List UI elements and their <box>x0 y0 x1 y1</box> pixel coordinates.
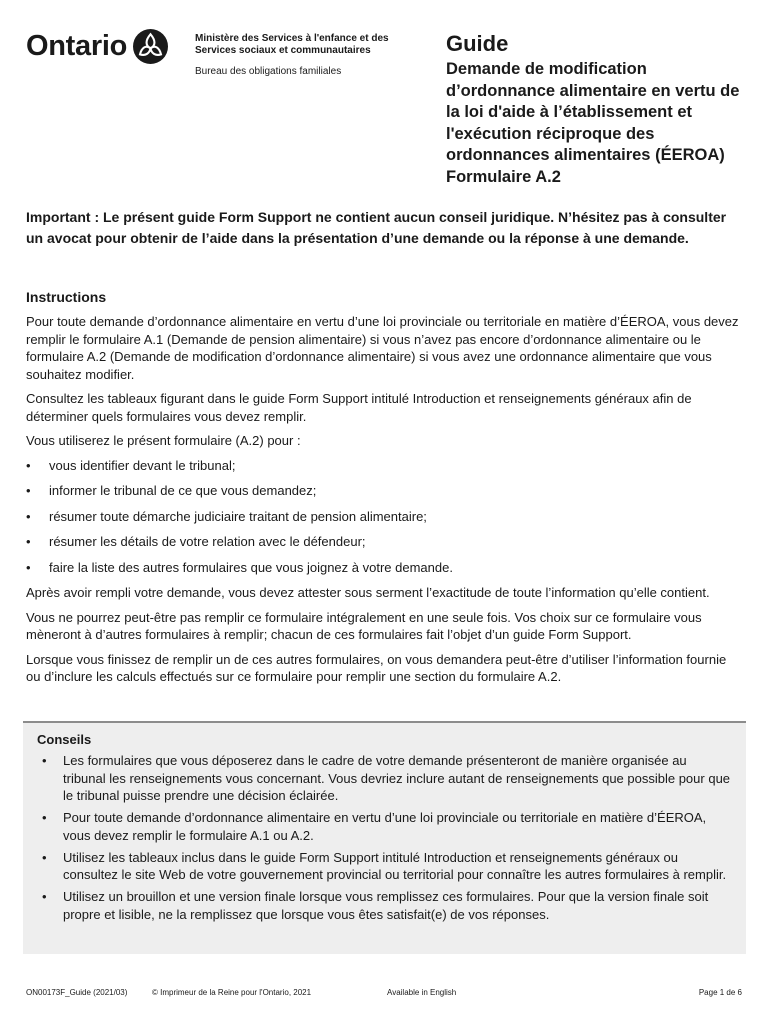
important-notice: Important : Le présent guide Form Support ne contient aucun conseil juridique. N’hésitez pas à consulter un avocat pour obtenir de l’aide dans la présentation d’une demande ou la réponse à une demande. <box>26 209 727 246</box>
instructions-paragraph: Vous utiliserez le présent formulaire (A.2) pour : <box>26 433 301 448</box>
ministry-block <box>195 33 425 78</box>
ministry-name: Ministère des Services à l'enfance et des Services sociaux et communautaires <box>195 33 389 56</box>
instructions-paragraph: Lorsque vous finissez de remplir un de ces autres formulaires, on vous demandera peut-être d’utiliser l’information fournie ou d’inclure les calculs effectués sur ce formulaire pour remplir une section du formulaire A.2. <box>26 651 727 684</box>
list-item: • résumer toute démarche judiciaire traitant de pension alimentaire; <box>26 508 744 526</box>
list-item: • faire la liste des autres formulaires que vous joignez à votre demande. <box>26 559 744 577</box>
document-title: Demande de modification d’ordonnance alimentaire en vertu de la loi d'aide à l’établissement et l'exécution réciproque des ordonnances alimentaires (ÉEROA) Formulaire A.2 <box>446 60 740 186</box>
tip-item: • Utilisez un brouillon et une version finale lorsque vous remplissez ces formulaires. Pour que la version finale soit propre et lisible, ne la remplissez que lorsque vous êtes satisfait(e) de vos réponses. <box>37 888 732 923</box>
tip-item: • Pour toute demande d’ordonnance alimentaire en vertu d’une loi provinciale ou territoriale en matière d’ÉEROA, vous devez remplir le formulaire A.1 ou A.2. <box>37 809 732 844</box>
tips-heading: Conseils <box>37 732 92 747</box>
instructions-paragraph: Vous ne pourrez peut-être pas remplir ce formulaire intégralement en une seule fois. Vos choix sur ce formulaire vous mèneront à d’autres formulaires à remplir; chacun de ces formulaires fait l’objet d’un guide Form Support. <box>26 609 702 642</box>
footer-copyright: © Imprimeur de la Reine pour l'Ontario, 2021 <box>152 988 312 997</box>
instructions-paragraph: Consultez les tableaux figurant dans le guide Form Support intitulé Introduction et renseignements généraux afin de déterminer quels formulaires vous devez remplir. <box>26 391 692 424</box>
office-name: Bureau des obligations familiales <box>195 66 342 77</box>
list-item: • vous identifier devant le tribunal; <box>26 457 744 475</box>
ontario-wordmark: Ontario <box>26 29 128 62</box>
tips-list <box>37 752 732 923</box>
footer-page-number: Page 1 de 6 <box>698 988 742 997</box>
purpose-list <box>26 457 744 577</box>
tips-box <box>23 721 746 954</box>
ontario-logo <box>26 20 168 72</box>
instructions-body <box>26 313 744 693</box>
footer-form-code: ON00173F_Guide (2021/03) <box>26 988 128 997</box>
footer-available-english: Available in English <box>387 988 457 997</box>
trillium-icon <box>133 29 168 64</box>
instructions-paragraph: Après avoir rempli votre demande, vous devez attester sous serment l’exactitude de toute l’information qu’elle contient. <box>26 585 710 600</box>
list-item: • résumer les détails de votre relation avec le défendeur; <box>26 533 744 551</box>
instructions-heading: Instructions <box>26 289 107 305</box>
list-item: • informer le tribunal de ce que vous demandez; <box>26 482 744 500</box>
guide-label: Guide <box>446 31 509 56</box>
tip-item: • Les formulaires que vous déposerez dans le cadre de votre demande présenteront de manière organisée au tribunal les renseignements vous concernant. Vous devriez inclure autant de renseignements que possible pour que le tribunal puisse prendre une décision éclairée. <box>37 752 732 805</box>
instructions-paragraph: Pour toute demande d’ordonnance alimentaire en vertu d’une loi provinciale ou territoriale en matière d’ÉEROA, vous devez remplir le formulaire A.1 (Demande de pension alimentaire) si vous n’avez pas encore d’ordonnance alimentaire ou le formulaire A.2 (Demande de modification d’ordonnance alimentaire) si vous avez une ordonnance alimentaire que vous souhaitez modifier. <box>26 314 739 382</box>
tip-item: • Utilisez les tableaux inclus dans le guide Form Support intitulé Introduction et renseignements généraux ou consultez le site Web de votre gouvernement provincial ou territorial pour connaître les autres formulaires à remplir. <box>37 849 732 884</box>
